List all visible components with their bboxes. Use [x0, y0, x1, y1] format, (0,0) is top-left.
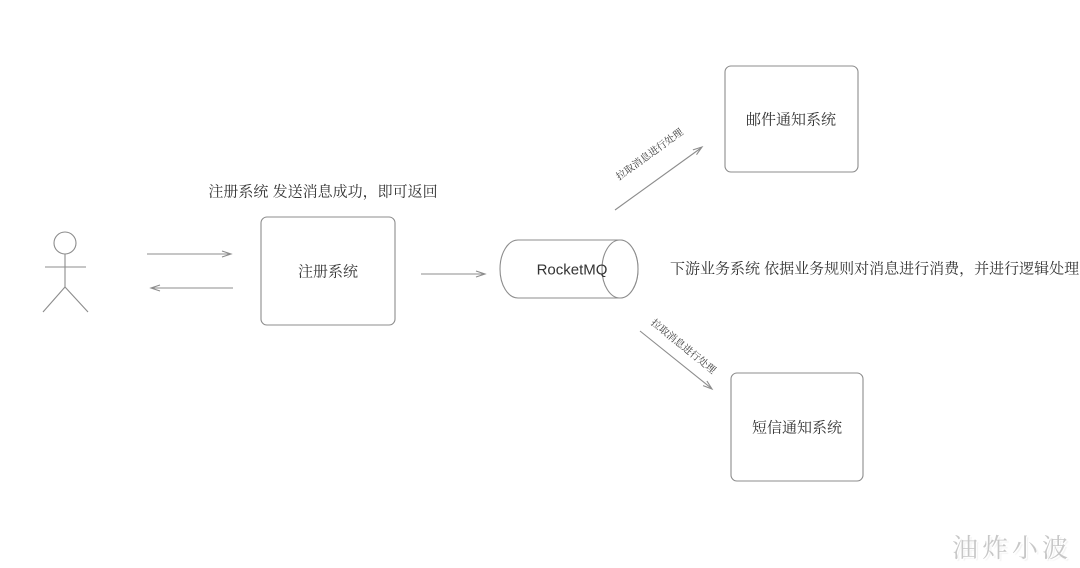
- actor-head: [54, 232, 76, 254]
- arrow-user-to-register: [147, 251, 231, 257]
- annotation-downstream-consume: 下游业务系统 依据业务规则对消息进行消费，并进行逻辑处理: [670, 260, 1080, 278]
- watermark: 油炸小波: [951, 533, 1072, 563]
- register-system-label: 注册系统: [297, 263, 359, 281]
- sms-system-label: 短信通知系统: [751, 419, 843, 437]
- rocketmq-label: RocketMQ: [536, 261, 608, 279]
- edge-label-to-email: 拉取消息进行处理: [614, 127, 686, 183]
- annotation-register-return: 注册系统 发送消息成功，即可返回: [208, 183, 438, 201]
- arrow-register-to-mq: [421, 271, 485, 277]
- arrow-register-to-user: [151, 285, 233, 291]
- edge-label-to-sms: 拉取消息进行处理: [648, 317, 718, 377]
- actor-icon: [43, 232, 88, 312]
- actor-leg-left: [43, 287, 65, 312]
- email-system-label: 邮件通知系统: [745, 111, 837, 129]
- actor-leg-right: [65, 287, 88, 312]
- diagram-labels: [208, 112, 1079, 437]
- arrow-mq-to-email: [615, 147, 702, 210]
